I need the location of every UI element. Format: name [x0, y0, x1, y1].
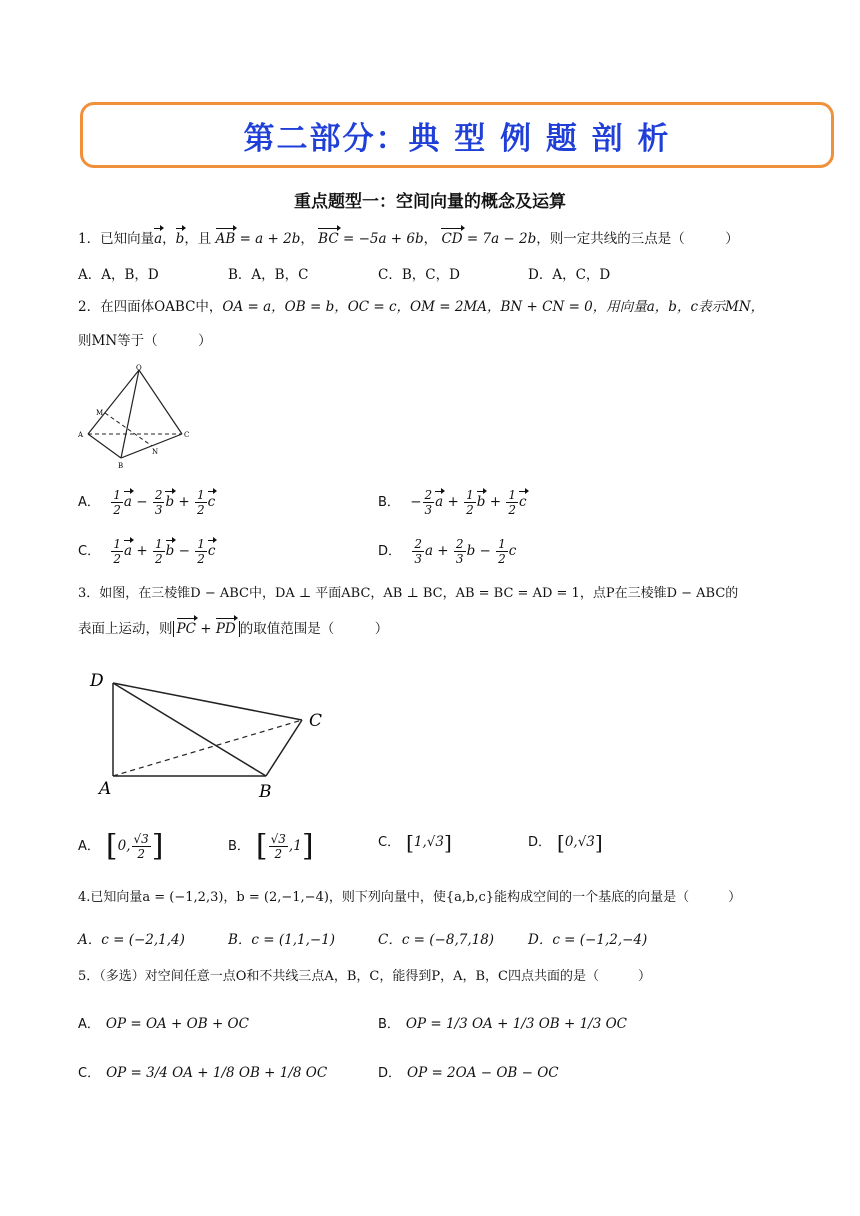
q3-option-d[interactable]: D． [0,√3] — [528, 830, 603, 855]
q2-stem-2: 则MN等于（ ） — [78, 333, 212, 349]
q4-option-b[interactable]: B．c = (1,1,−1) — [228, 932, 336, 948]
q2-option-d[interactable]: D． $\frac{2}{3}$ a + $\frac{2}{3}$ b − $\frac{1}{2}$ c — [378, 537, 517, 566]
q1-option-a[interactable]: A．A，B，D — [78, 267, 159, 283]
figure-label-o: O — [136, 364, 142, 372]
tetrahedron-figure — [74, 362, 194, 472]
figure-label-a: A — [99, 779, 112, 799]
q1-option-d[interactable]: D．A，C，D — [528, 267, 611, 283]
q3-option-b[interactable]: B． [ $\frac{√3}{2}$ ,1] — [228, 828, 314, 864]
q2-option-a[interactable]: A． $\frac{1}{2}$ a − $\frac{2}{3}$ b + $\frac{1}{2}$ c — [78, 488, 216, 517]
figure-label-c: C — [184, 431, 190, 439]
q2-option-b[interactable]: B． − $\frac{2}{3}$ a + $\frac{1}{2}$ b + $\frac{1}{2}$ c — [378, 488, 527, 517]
q1-option-c[interactable]: C．B，C，D — [378, 267, 460, 283]
q3-option-a[interactable]: A． [0, $\frac{√3}{2}$ ] — [78, 828, 164, 864]
q2-stem: 2．在四面体OABC中，OA = a，OB = b，OC = c，OM = 2MA，BN + CN = 0，用向量a，b，c表示MN， — [78, 299, 765, 315]
pyramid-figure — [86, 664, 336, 804]
q1-option-b[interactable]: B．A，B，C — [228, 267, 309, 283]
q5-option-a[interactable]: A． OP = OA + OB + OC — [78, 1016, 249, 1032]
q1-stem: 1．已知向量a，b，且 AB = a + 2b， BC = −5a + 6b， CD = 7a − 2b，则一定共线的三点是（ ） — [78, 231, 739, 247]
figure-label-m: M — [96, 409, 104, 417]
figure-label-c: C — [309, 711, 323, 731]
figure-label-a: A — [78, 431, 84, 439]
q4-option-c[interactable]: C．c = (−8,7,18) — [378, 932, 495, 948]
figure-label-d: D — [90, 671, 104, 691]
figure-label-b: B — [118, 462, 124, 470]
q4-stem: 4.已知向量a = (−1,2,3)，b = (2,−1,−4)，则下列向量中，使{a,b,c}能构成空间的一个基底的向量是（ ） — [78, 890, 742, 905]
q3-stem: 3．如图，在三棱锥D − ABC中，DA ⊥ 平面ABC，AB ⊥ BC，AB = BC = AD = 1，点P在三棱锥D − ABC的 — [78, 586, 739, 601]
q5-option-d[interactable]: D． OP = 2OA − OB − OC — [378, 1065, 559, 1081]
q4-option-d[interactable]: D．c = (−1,2,−4) — [528, 932, 648, 948]
section-banner — [80, 102, 834, 168]
figure-label-n: N — [152, 448, 159, 456]
section-title: 重点题型一：空间向量的概念及运算 — [294, 192, 566, 212]
figure-label-b: B — [259, 782, 272, 802]
q5-stem: 5．（多选）对空间任意一点O和不共线三点A，B，C，能得到P，A，B，C四点共面的是（ ） — [78, 969, 651, 984]
banner-title: 第二部分：典 型 例 题 剖 析 — [243, 120, 671, 157]
q5-option-c[interactable]: C． OP = 3/4 OA + 1/8 OB + 1/8 OC — [78, 1065, 328, 1081]
q3-stem-2: 表面上运动，则 PC + PD 的取值范围是（ ） — [78, 621, 389, 637]
q5-option-b[interactable]: B． OP = 1/3 OA + 1/3 OB + 1/3 OC — [378, 1016, 628, 1032]
q4-option-a[interactable]: A．c = (−2,1,4) — [78, 932, 185, 948]
q3-option-c[interactable]: C． [1,√3] — [378, 830, 452, 855]
q2-option-c[interactable]: C． $\frac{1}{2}$ a + $\frac{1}{2}$ b − $\frac{1}{2}$ c — [78, 537, 216, 566]
